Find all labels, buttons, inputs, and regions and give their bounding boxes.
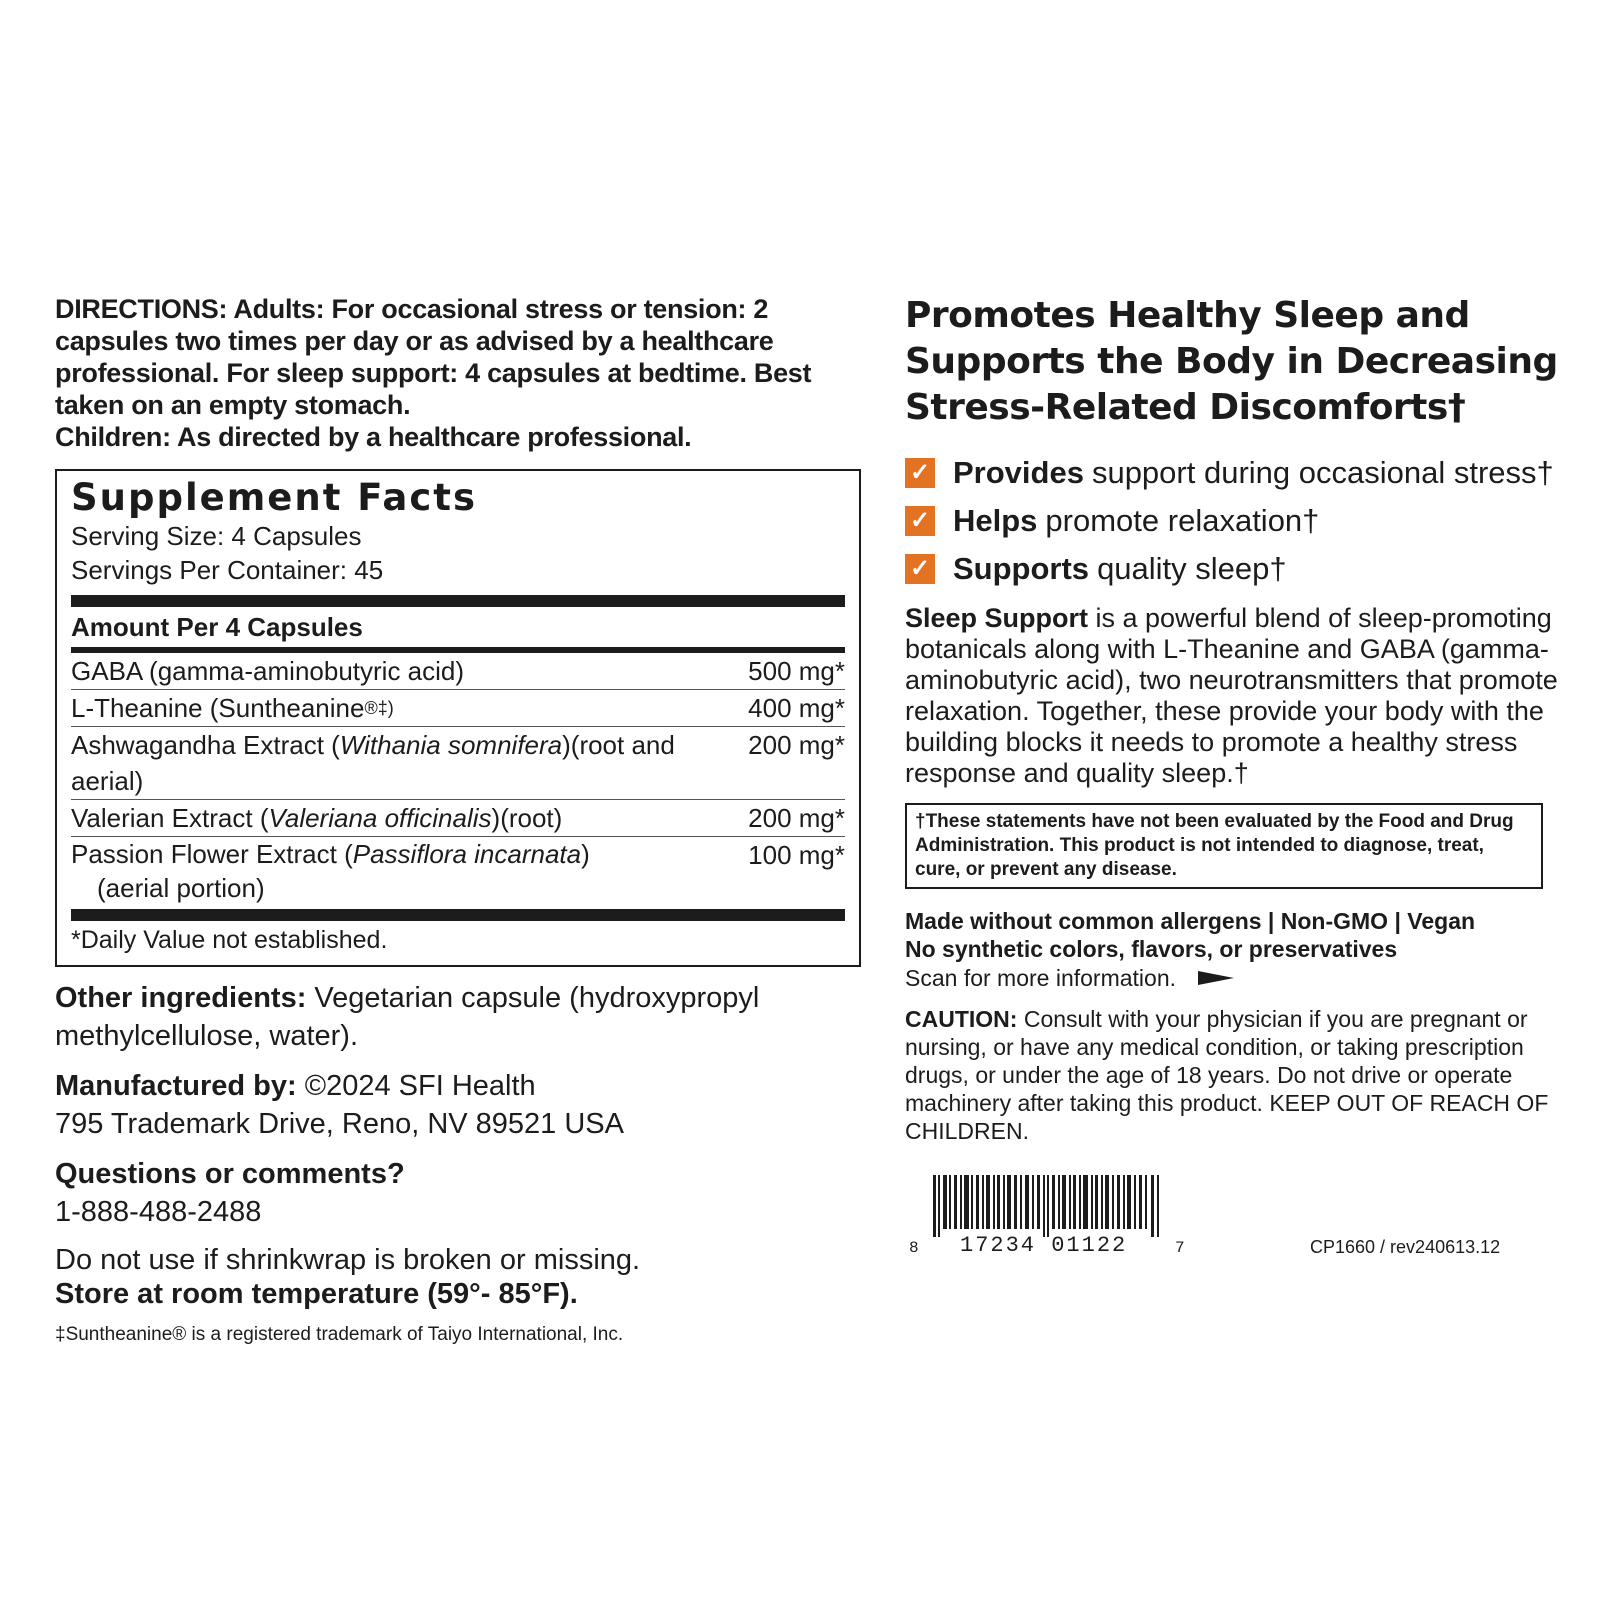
ingredient-name: Ashwagandha Extract (Withania somnifera)(root and aerial) — [71, 730, 675, 796]
servings-per-container: Servings Per Container: 45 — [71, 555, 384, 585]
facts-rows — [71, 653, 845, 905]
product-name: Sleep Support — [905, 603, 1089, 633]
amount-header: Amount Per 4 Capsules — [71, 612, 363, 642]
barcode-area: 8 17234 01122 7 CP1660 / rev240613.12 — [905, 1175, 1565, 1255]
table-row — [71, 800, 845, 837]
facts-title: Supplement Facts — [71, 476, 478, 519]
manufacturer — [55, 1067, 875, 1143]
questions — [55, 1155, 875, 1231]
ingredient-name: GABA (gamma-aminobutyric acid) — [71, 656, 465, 686]
list-item: ✓ Helps promote relaxation† — [905, 497, 1565, 545]
left-column — [55, 293, 875, 1347]
checkbox-icon: ✓ — [905, 554, 935, 584]
allergen-info — [905, 907, 1565, 963]
arrow-right-icon — [1198, 971, 1234, 985]
shrinkwrap-warning: Do not use if shrinkwrap is broken or missing. — [55, 1244, 641, 1276]
product-description: Sleep Support is a powerful blend of sleep-promoting botanicals along with L-Theanine and GABA (gamma-aminobutyric acid), two neurotransmitters that promote relaxation. Together, these provide your body with the building blocks it needs to promote a healthy stress response and quality sleep.† — [905, 603, 1558, 788]
barcode-icon — [933, 1175, 1163, 1237]
manufacturer-name: ©2024 SFI Health — [296, 1070, 536, 1102]
storage-instruction: Store at room temperature (59°- 85°F). — [55, 1278, 578, 1310]
allergen-line: Made without common allergens | Non-GMO | Vegan — [905, 908, 1476, 934]
right-column — [905, 293, 1565, 1258]
directions-adults: DIRECTIONS: Adults: For occasional stress or tension: 2 capsules two times per day or as advised by a healthcare professional. For sleep support: 4 capsules at bedtime. Best taken on an empty stomach. — [55, 294, 812, 420]
table-row — [71, 727, 845, 800]
other-ingredients-label: Other ingredients: — [55, 982, 307, 1014]
fda-disclaimer: †These statements have not been evaluated by the Food and Drug Administration. This product is not intended to diagnose, treat, cure, or prevent any disease. — [905, 803, 1543, 889]
storage-notes — [55, 1243, 875, 1311]
directions — [55, 293, 875, 453]
benefit-list — [905, 449, 1565, 593]
ingredient-amount: 200 mg* — [748, 803, 845, 833]
ingredient-amount: 400 mg* — [748, 693, 845, 723]
ingredient-name: L-Theanine (Suntheanine®‡) — [71, 693, 394, 723]
scan-note: Scan for more information. — [905, 963, 1565, 993]
ingredient-amount: 200 mg* — [748, 730, 845, 760]
ingredient-name: Passion Flower Extract (Passiflora incarnata) (aerial portion) — [71, 839, 590, 903]
checkbox-icon: ✓ — [905, 458, 935, 488]
facts-divider — [71, 909, 845, 921]
headline: Promotes Healthy Sleep and Supports the Body in Decreasing Stress-Related Discomforts† — [905, 295, 1558, 428]
table-row — [71, 690, 845, 727]
additives-line: No synthetic colors, flavors, or preservatives — [905, 936, 1398, 962]
directions-children: Children: As directed by a healthcare professional. — [55, 422, 692, 452]
supplement-facts-panel — [55, 469, 861, 967]
serving-size: Serving Size: 4 Capsules — [71, 521, 362, 551]
manufacturer-label: Manufactured by: — [55, 1070, 297, 1102]
trademark-note: ‡Suntheanine® is a registered trademark of Taiyo International, Inc. — [55, 1324, 624, 1345]
revision-code: CP1660 / rev240613.12 — [1310, 1237, 1501, 1257]
list-item: ✓ Provides support during occasional stress† — [905, 449, 1565, 497]
ingredient-amount: 500 mg* — [748, 656, 845, 686]
caution: CAUTION: Consult with your physician if you are pregnant or nursing, or have any medical condition, or taking prescription drugs, or under the age of 18 years. Do not drive or operate machinery after taking this product. KEEP OUT OF REACH OF CHILDREN. — [905, 1006, 1549, 1144]
table-row — [71, 653, 845, 690]
other-ingredients-text: Vegetarian capsule (hydroxypropyl methylcellulose, water). — [55, 982, 760, 1052]
ingredient-name: Valerian Extract (Valeriana officinalis)(root) — [71, 803, 563, 833]
table-row — [71, 837, 845, 905]
ingredient-amount: 100 mg* — [748, 840, 845, 870]
list-item: ✓ Supports quality sleep† — [905, 545, 1565, 593]
other-ingredients — [55, 979, 875, 1055]
caution-label: CAUTION: — [905, 1006, 1018, 1032]
phone-number: 1-888-488-2488 — [55, 1196, 262, 1228]
questions-label: Questions or comments? — [55, 1158, 405, 1190]
checkbox-icon: ✓ — [905, 506, 935, 536]
daily-value-note: *Daily Value not established. — [71, 926, 388, 954]
facts-divider — [71, 595, 845, 607]
manufacturer-address: 795 Trademark Drive, Reno, NV 89521 USA — [55, 1108, 624, 1140]
